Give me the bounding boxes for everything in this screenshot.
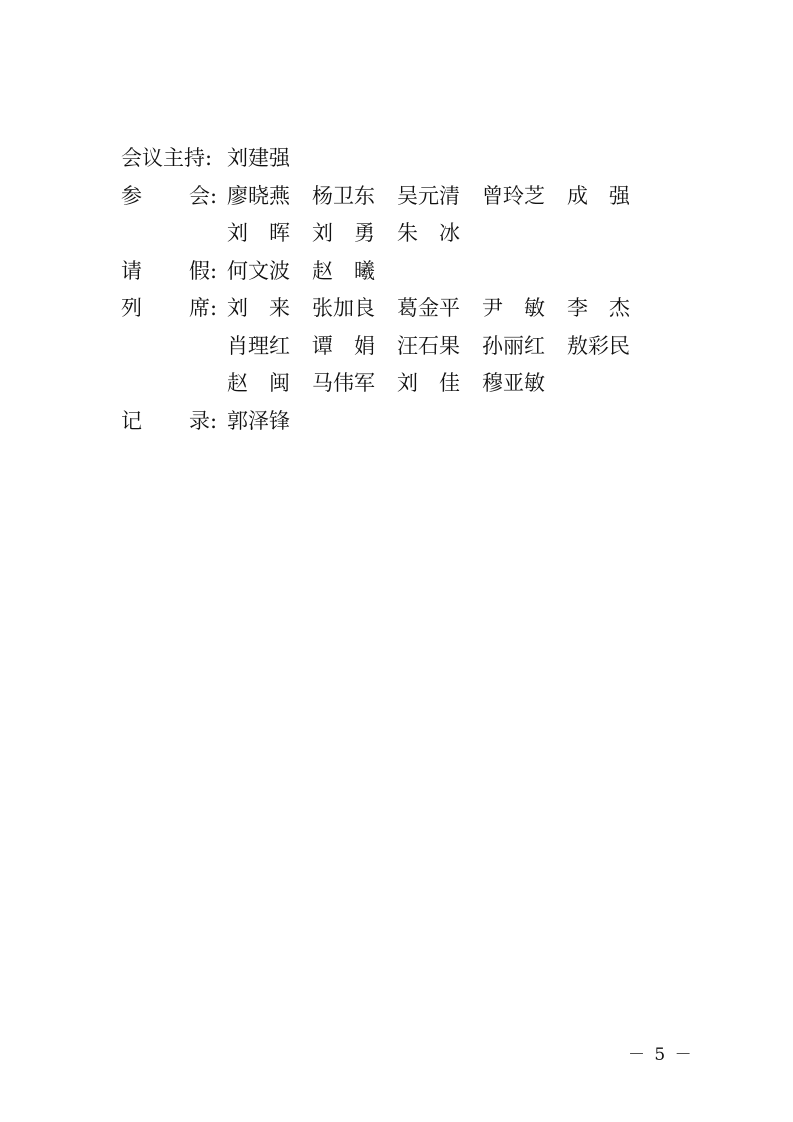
- recorder-name: 郭泽锋: [227, 408, 290, 433]
- person-name: 成 强: [567, 183, 630, 208]
- person-name: 谭 娟: [312, 333, 375, 358]
- page-number: － 5 －: [628, 1045, 694, 1065]
- person-name: 穆 亚 敏: [482, 371, 545, 395]
- person-name: 肖 理 红: [227, 333, 290, 358]
- person-name: 孙 丽 红: [482, 333, 545, 358]
- person-name: 敖 彩 民: [567, 333, 630, 358]
- person-name: 马 伟 军: [312, 371, 375, 395]
- person-name: 杨 卫 东: [312, 183, 375, 208]
- person-name: 吴 元 清: [397, 183, 460, 208]
- host-name: 刘建强: [227, 146, 290, 170]
- person-name: 刘 勇: [312, 221, 375, 245]
- recorder-label: 记 录: [121, 408, 210, 433]
- person-name: 尹 敏: [482, 296, 545, 320]
- person-name: 汪 石 果: [397, 333, 460, 358]
- person-name: 朱 冰: [397, 221, 460, 245]
- host-label: 会议主持:: [121, 146, 213, 170]
- observers-colon: :: [210, 296, 218, 320]
- leave-label: 请 假: [121, 258, 210, 283]
- person-name: 刘 晖: [227, 221, 290, 245]
- person-name: 赵 闽: [227, 371, 290, 395]
- person-name: 刘 来: [227, 296, 290, 320]
- person-name: 李 杰: [567, 296, 630, 320]
- attendees-colon: :: [210, 183, 218, 208]
- person-name: 张 加 良: [312, 296, 375, 320]
- person-name: 刘 佳: [397, 371, 460, 395]
- person-name: 葛 金 平: [397, 296, 460, 320]
- person-name: 曾 玲 芝: [482, 183, 545, 208]
- person-name: 廖 晓 燕: [227, 183, 290, 208]
- leave-colon: :: [210, 258, 218, 283]
- person-name: 赵 曦: [312, 258, 375, 283]
- observers-label: 列 席: [121, 296, 210, 320]
- person-name: 何 文 波: [227, 258, 290, 283]
- attendees-label: 参 会: [121, 183, 210, 208]
- recorder-colon: :: [210, 408, 218, 433]
